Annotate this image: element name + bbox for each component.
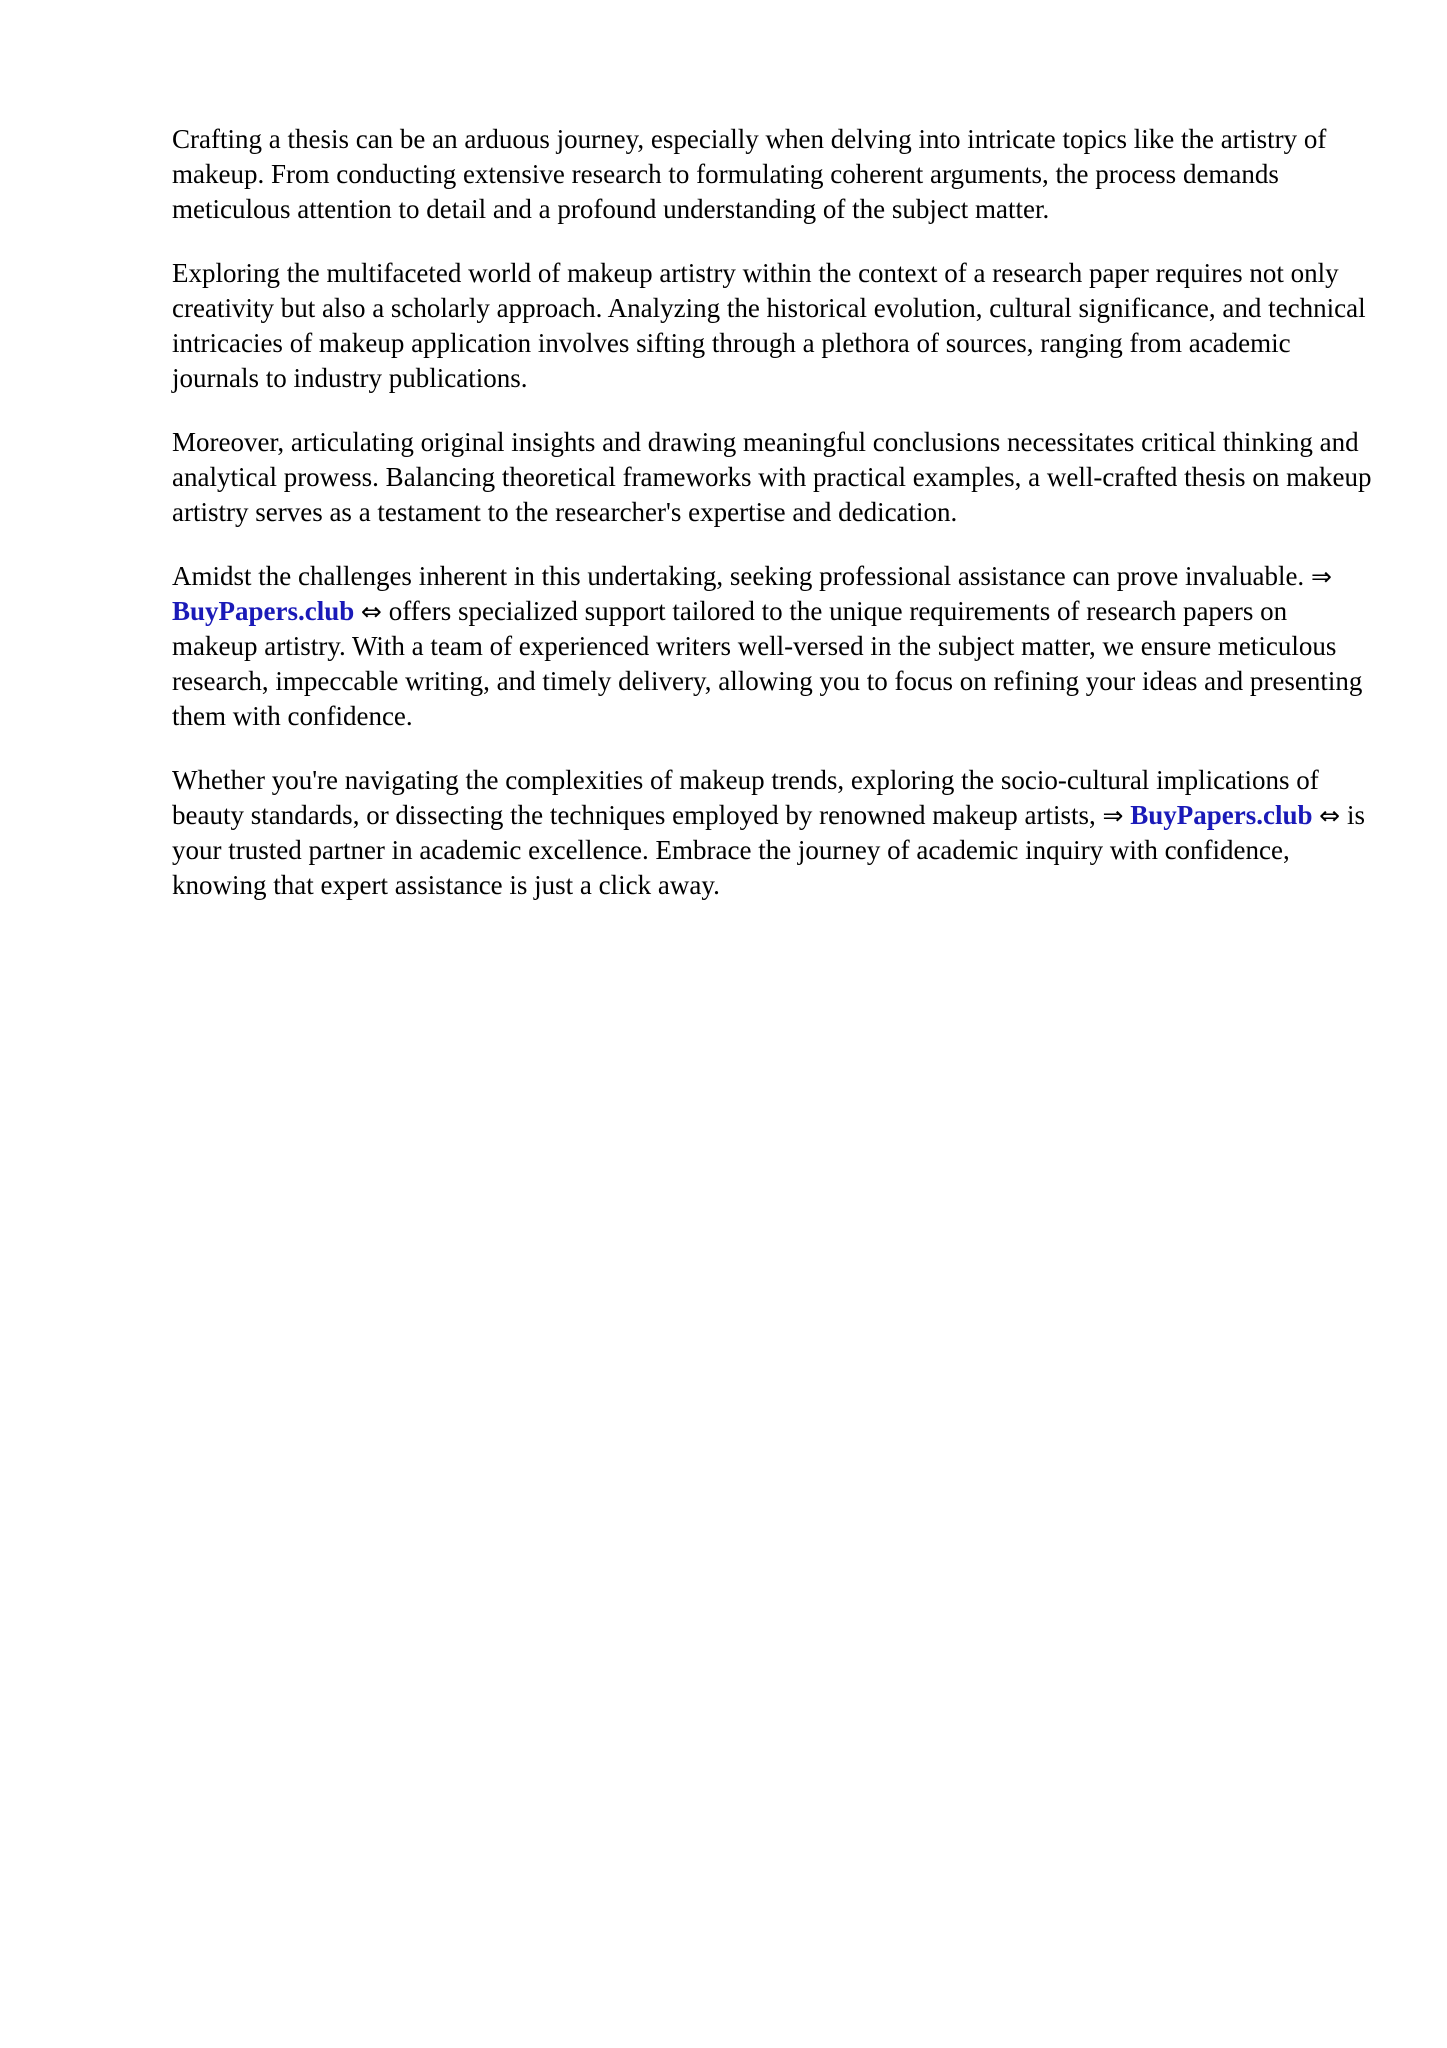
double-arrow-icon: ⇔ bbox=[1319, 801, 1341, 830]
buypapers-link[interactable]: BuyPapers.club bbox=[1130, 800, 1313, 830]
paragraph-3: Moreover, articulating original insights and drawing meaningful conclusions necessitates critical thinking and analytical prowess. Balancing theoretical frameworks with practical examples, a well-crafted thesis on makeup artistry serves as a testament to the researcher's expertise and dedication. bbox=[172, 427, 1372, 527]
paragraph-5-text-before: Whether you're navigating the complexities of makeup trends, exploring the socio-cultural implications of beauty standards, or dissecting the techniques employed by renowned makeup artists, bbox=[172, 765, 1319, 830]
paragraph-1: Crafting a thesis can be an arduous journey, especially when delving into intricate topics like the artistry of makeup. From conducting extensive research to formulating coherent arguments, the process demands meticulous attention to detail and a profound understanding of the subject matter. bbox=[172, 124, 1327, 224]
buypapers-link[interactable]: BuyPapers.club bbox=[172, 596, 355, 626]
paragraph-5-text-after: is your trusted partner in academic excellence. Embrace the journey of academic inquiry with confidence, knowing that expert assistance is just a click away. bbox=[172, 800, 1365, 900]
paragraph-5 bbox=[172, 763, 1372, 903]
right-arrow-icon: ⇒ bbox=[1102, 801, 1124, 830]
paragraph-2: Exploring the multifaceted world of makeup artistry within the context of a research paper requires not only creativity but also a scholarly approach. Analyzing the historical evolution, cultural significance, and technical intricacies of makeup application involves sifting through a plethora of sources, ranging from academic journals to industry publications. bbox=[172, 258, 1366, 393]
double-arrow-icon: ⇔ bbox=[361, 597, 382, 626]
right-arrow-icon: ⇒ bbox=[1310, 562, 1332, 591]
paragraph-4-text-after: offers specialized support tailored to the unique requirements of research papers on makeup artistry. With a team of experienced writers well-versed in the subject matter, we ensure meticulous research, impeccable writing, and timely delivery, allowing you to focus on refining your ideas and presenting them with confidence. bbox=[172, 596, 1363, 731]
paragraph-4-text-before: Amidst the challenges inherent in this undertaking, seeking professional assistance can prove invaluable. bbox=[172, 561, 1311, 591]
paragraph-4 bbox=[172, 559, 1372, 734]
document-body bbox=[172, 122, 1372, 932]
